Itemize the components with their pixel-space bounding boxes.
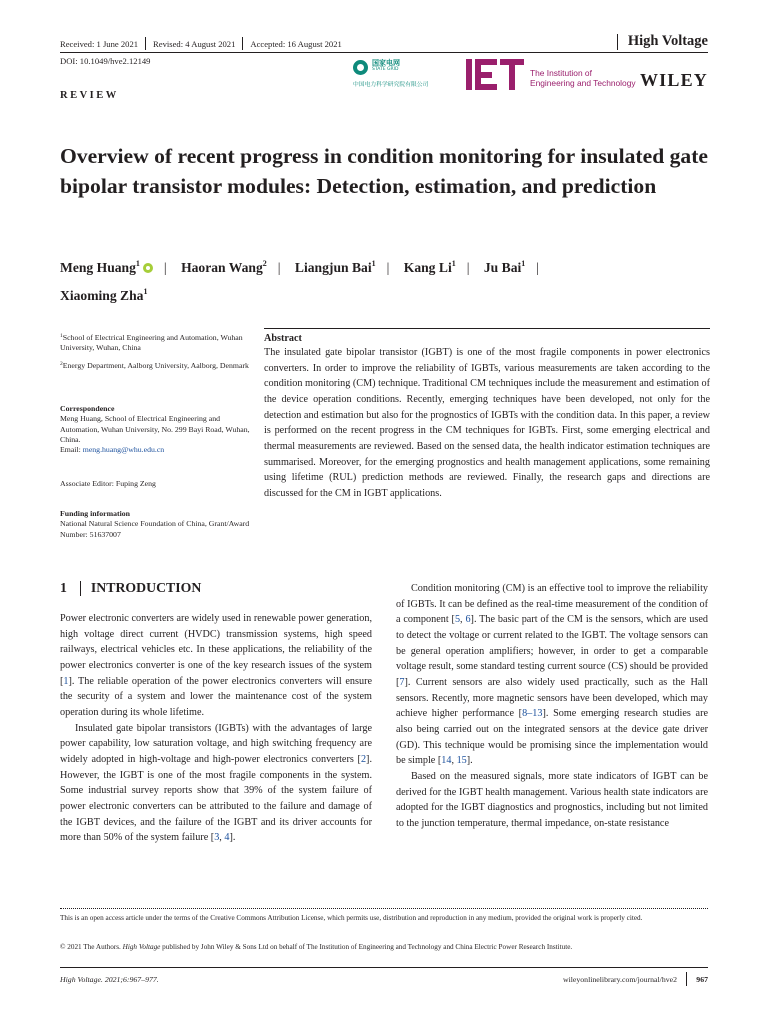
- doi[interactable]: DOI: 10.1049/hve2.12149: [60, 56, 151, 66]
- journal-divider: [617, 34, 618, 50]
- citation-link[interactable]: 6: [465, 614, 471, 626]
- abstract-heading: Abstract: [264, 333, 302, 344]
- citation-link[interactable]: 14: [441, 755, 452, 767]
- state-grid-cn: 国家电网: [372, 59, 400, 67]
- orcid-icon[interactable]: [143, 263, 153, 273]
- section-number: 1: [60, 580, 67, 595]
- author-list: Meng Huang$^1$ | Haoran Wang$^2$ | Liangjun Bai$^1$ | Kang Li$^1$ | Ju Bai$^1$ | Xiaoming Zha$^1$: [60, 259, 540, 303]
- iet-name-line1: The Institution of: [530, 67, 592, 78]
- body-column-right: [396, 581, 708, 832]
- correspondence-text: Meng Huang, School of Electrical Engineering and Automation, Wuhan University, No. 299 Bayi Road, Wuhan, China.: [60, 414, 250, 444]
- citation-link[interactable]: 5: [454, 614, 461, 626]
- author: Ju Bai$^1$: [483, 259, 526, 275]
- header-rule: [60, 52, 708, 53]
- citation-link[interactable]: 3: [214, 832, 220, 844]
- author: Liangjun Bai$^1$: [294, 259, 376, 275]
- author: Xiaoming Zha$^1$: [60, 286, 148, 303]
- article-title: Overview of recent progress in condition monitoring for insulated gate bipolar transistor modules: Detection, estimation, and prediction: [60, 144, 708, 198]
- citation-link[interactable]: 1: [63, 675, 69, 687]
- section-title: INTRODUCTION: [90, 580, 202, 595]
- citation-link[interactable]: 4: [224, 832, 230, 844]
- author: Meng Huang$^1$: [60, 260, 153, 275]
- citation-link[interactable]: 15: [456, 755, 467, 767]
- body-column-left: [60, 611, 372, 846]
- date-divider: [242, 37, 243, 50]
- abstract: [264, 328, 710, 502]
- paragraph: Power electronic converters are widely used in renewable power generation, high voltage direct current (HVDC) transmission systems, high speed railways, electrical vehicles etc. In these applications, the reliability of the power electronics converter is one of the key research issues of the system [1]. The reliable operation of the power electronics converters will ensure the security of a system and lower the maintenance cost of the system operation during its whole lifetime.: [60, 613, 372, 718]
- journal-url[interactable]: wileyonlinelibrary.com/journal/hve2: [562, 975, 677, 984]
- iet-logo: [466, 59, 636, 90]
- citation-link[interactable]: 7: [399, 676, 405, 688]
- date-divider: [145, 37, 146, 50]
- journal-title: High Voltage: [627, 33, 708, 49]
- iet-mark-icon: [466, 59, 524, 90]
- author: Haoran Wang$^2$: [181, 259, 267, 275]
- state-grid-icon: [353, 60, 368, 75]
- footer-rule: [60, 908, 708, 909]
- iet-name-line2: Engineering and Technology: [530, 77, 636, 88]
- paragraph: Condition monitoring (CM) is an effective tool to improve the reliability of IGBTs. It can be defined as the real-time measurement of the condition of a component [5, 6]. The basic part of the CM is the sensors, which are used to detect the voltage or current related to the IGBT. The voltage sensors can be general operation amplifiers; however, in order to get a comparable voltage result, some standard testing current source (CS) should be provided [7]. Current sensors are also widely used practically, such as the Hall sensors. Recently, more magnetic sensors have been developed, which may achieve higher performance [8–13]. Some emerging research studies are also being carried out on the integrated sensors at the device gate driver (GD). This technique would be promising since the implementation would be simple [14, 15].: [396, 583, 708, 767]
- affiliation-1: $^1$School of Electrical Engineering and Automation, Wuhan University, Wuhan, China: [60, 333, 243, 353]
- correspondence: Correspondence Meng Huang, School of Electrical Engineering and Automation, Wuhan University, No. 299 Bayi Road, Wuhan, China. Email: meng.huang@whu.edu.cn: [60, 404, 250, 455]
- revised-date: Revised: 4 August 2021: [153, 38, 236, 49]
- journal-name: [617, 33, 708, 50]
- citation-link[interactable]: 2: [360, 753, 367, 765]
- section-heading: [60, 580, 201, 596]
- state-grid-institute: 中国电力科学研究院有限公司: [353, 82, 429, 88]
- state-grid-logo: [353, 59, 429, 88]
- citation-link[interactable]: 8–13: [522, 708, 543, 720]
- paragraph: Insulated gate bipolar transistors (IGBTs) with the advantages of large power capability, low saturation voltage, and high switching frequency are widely adopted in high-voltage and high-power electronics converters [2]. However, the IGBT is one of the most fragile components in the system. Some industrial survey reports show that 39% of the system failure of power electronic converters can be attributed to the failure and damage of the IGBT devices, and the failure of the IGBT and its driver accounts for more than 50% of the system failure [3, 4].: [60, 722, 372, 844]
- funding-info: [60, 509, 250, 540]
- footer-divider: [686, 972, 687, 986]
- state-grid-en: STATE GRID: [372, 67, 399, 72]
- received-date: Received: 1 June 2021: [60, 38, 139, 49]
- funding-heading: Funding information: [60, 509, 130, 518]
- wiley-logo: WILEY: [639, 70, 708, 90]
- journal-citation: High Voltage. 2021;6:967–977.: [60, 975, 159, 984]
- author: Kang Li$^1$: [403, 259, 456, 275]
- license-note: This is an open access article under the terms of the Creative Commons Attribution License, which permits use, distribution and reproduction in any medium, provided the original work is properly cited.: [60, 914, 643, 922]
- section-divider: [80, 581, 81, 596]
- email-link[interactable]: meng.huang@whu.edu.cn: [82, 445, 165, 455]
- article-type: REVIEW: [60, 90, 119, 101]
- footer-rule: [60, 967, 708, 968]
- abstract-text: The insulated gate bipolar transistor (IGBT) is one of the most fragile components in power electronics converters. In order to improve the reliability of IGBTs, various measurements are taken according to the condition monitoring (CM) technique. Traditional CM techniques include the measurement and estimation of the device operation conditions. Recently, emerging techniques have been developed, not only for the detection and estimation but also for the prognostics of IGBTs with the condition data. In this paper, a review is performed on the recent progress in the CM techniques for IGBTs. First, some emerging electrical and thermal measurements are reviewed. Based on the sensed data, the health indicator estimation techniques are summarised. Moreover, for the emerging prognostics and health management applications, some remaining using lifetime (RUL) prediction methods are reviewed. Finally, the research gaps and directions are discussed for the CM in IGBT applications.: [264, 347, 710, 499]
- copyright-note: © 2021 The Authors. High Voltage published by John Wiley & Sons Ltd on behalf of The Institution of Engineering and Technology and China Electric Power Research Institute.: [60, 943, 573, 951]
- accepted-date: Accepted: 16 August 2021: [250, 38, 342, 49]
- correspondence-heading: Correspondence: [60, 404, 115, 413]
- affiliation-2: $^2$Energy Department, Aalborg University, Aalborg, Denmark: [60, 361, 249, 370]
- abstract-rule: [264, 328, 710, 329]
- paragraph: Based on the measured signals, more state indicators of IGBT can be derived for the IGBT health management. Various health state indicators are adopted for the IGBT diagnostics and prognostics, including but not limited to the junction temperature, thermal impedance, on-state resistance: [396, 770, 708, 829]
- article-dates: [60, 37, 342, 50]
- funding-text: National Natural Science Foundation of China, Grant/Award Number: 51637007: [60, 519, 250, 539]
- associate-editor: Associate Editor: Fuping Zeng: [60, 479, 156, 488]
- page-number: 967: [696, 975, 708, 984]
